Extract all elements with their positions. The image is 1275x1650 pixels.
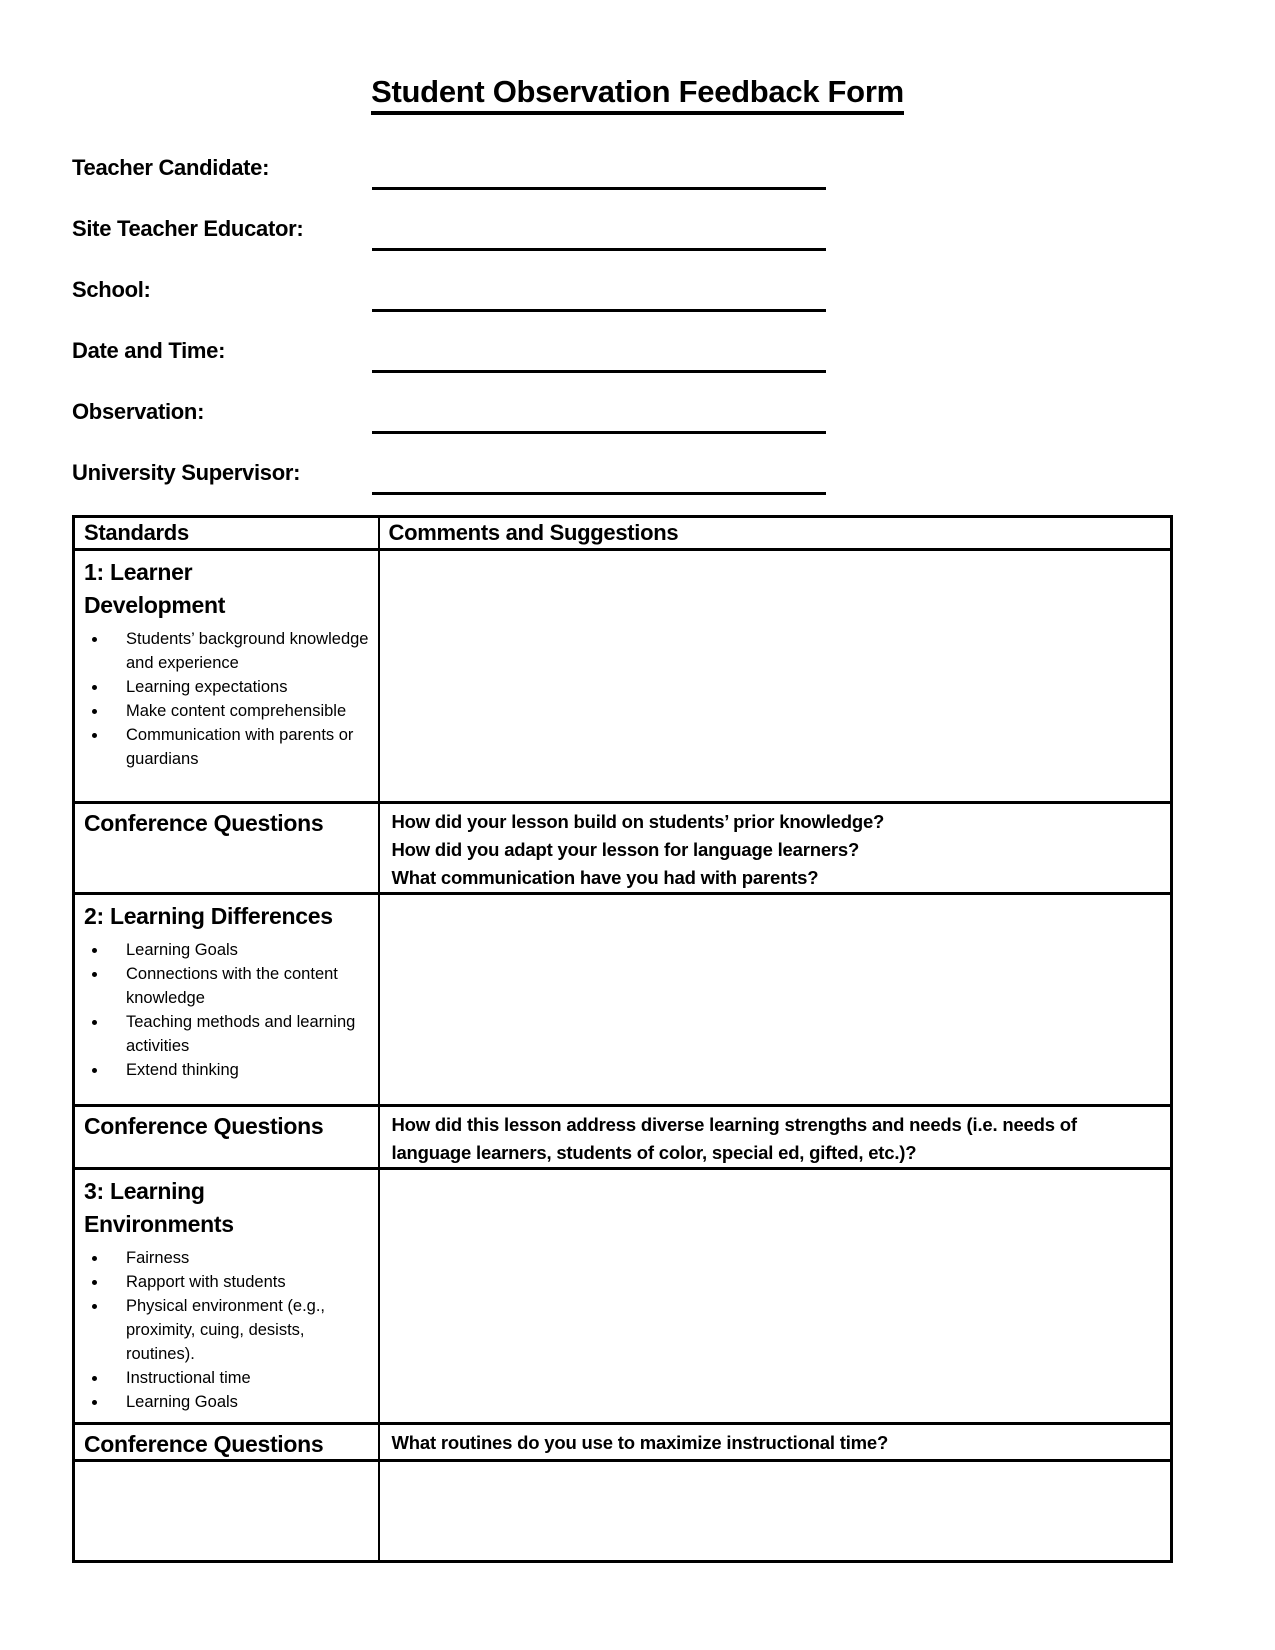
standard-bullets-3 bbox=[84, 1246, 372, 1414]
bullet-item: • Fairness bbox=[108, 1246, 372, 1270]
conference-question: How did your lesson build on students’ prior knowledge? bbox=[391, 811, 885, 832]
bullet-item: • Make content comprehensible bbox=[108, 699, 372, 723]
observation-label: Observation: bbox=[72, 399, 205, 424]
standard-bullets-2 bbox=[84, 938, 372, 1082]
conference-questions-label: Conference Questions bbox=[84, 810, 324, 836]
conference-questions-label: Conference Questions bbox=[84, 1431, 324, 1457]
conference-questions-label: Conference Questions bbox=[84, 1113, 324, 1139]
conference-question: What routines do you use to maximize instructional time? bbox=[391, 1432, 889, 1453]
form-fields bbox=[72, 147, 1275, 486]
standard-heading-2: 2: Learning Differences bbox=[84, 903, 333, 929]
table-row-empty bbox=[74, 1461, 1172, 1562]
comments-cell-2[interactable] bbox=[379, 894, 1172, 1106]
standard-heading-1: 1: Learner Development bbox=[84, 559, 226, 618]
conference-questions-cell-2 bbox=[74, 1106, 379, 1169]
date-and-time-input[interactable] bbox=[372, 343, 826, 373]
standard-heading-3: 3: Learning Environments bbox=[84, 1178, 234, 1237]
table-row-conference-2 bbox=[74, 1106, 1172, 1169]
bullet-item: • Communication with parents or guardians bbox=[108, 723, 372, 771]
university-supervisor-input[interactable] bbox=[372, 465, 826, 495]
standard-cell-2 bbox=[74, 894, 379, 1106]
field-row-school bbox=[72, 269, 1275, 303]
table-row-standard-1 bbox=[74, 550, 1172, 803]
table-row-conference-1 bbox=[74, 803, 1172, 894]
field-row-site-teacher-educator bbox=[72, 208, 1275, 242]
bullet-item: • Connections with the content knowledge bbox=[108, 962, 372, 1010]
observation-input[interactable] bbox=[372, 404, 826, 434]
comments-cell-empty[interactable] bbox=[379, 1461, 1172, 1562]
teacher-candidate-input[interactable] bbox=[372, 160, 826, 190]
conference-questions-list-1 bbox=[379, 803, 1172, 894]
date-and-time-label: Date and Time: bbox=[72, 338, 226, 363]
conference-question: How did you adapt your lesson for language learners? bbox=[391, 839, 860, 860]
standard-cell-1 bbox=[74, 550, 379, 803]
teacher-candidate-label: Teacher Candidate: bbox=[72, 155, 270, 180]
bullet-item: • Physical environment (e.g., proximity, cuing, desists, routines). bbox=[108, 1294, 372, 1366]
table-row-conference-3 bbox=[74, 1424, 1172, 1461]
conference-questions-list-3 bbox=[379, 1424, 1172, 1461]
conference-questions-cell-3 bbox=[74, 1424, 379, 1461]
comments-cell-1[interactable] bbox=[379, 550, 1172, 803]
table-row-standard-2 bbox=[74, 894, 1172, 1106]
school-label: School: bbox=[72, 277, 151, 302]
bullet-item: • Learning Goals bbox=[108, 938, 372, 962]
conference-question: What communication have you had with parents? bbox=[391, 867, 819, 888]
bullet-item: • Teaching methods and learning activities bbox=[108, 1010, 372, 1058]
bullet-item: • Extend thinking bbox=[108, 1058, 372, 1082]
page-title: Student Observation Feedback Form bbox=[371, 74, 904, 115]
university-supervisor-label: University Supervisor: bbox=[72, 460, 301, 485]
column-header-comments: Comments and Suggestions bbox=[379, 517, 1172, 550]
site-teacher-educator-input[interactable] bbox=[372, 221, 826, 251]
table-header-row bbox=[74, 517, 1172, 550]
bullet-item: • Learning expectations bbox=[108, 675, 372, 699]
standard-cell-3 bbox=[74, 1169, 379, 1424]
field-row-observation bbox=[72, 391, 1275, 425]
field-row-university-supervisor bbox=[72, 452, 1275, 486]
school-input[interactable] bbox=[372, 282, 826, 312]
column-header-standards: Standards bbox=[74, 517, 379, 550]
bullet-item: • Students’ background knowledge and experience bbox=[108, 627, 372, 675]
field-row-date-and-time bbox=[72, 330, 1275, 364]
table-row-standard-3 bbox=[74, 1169, 1172, 1424]
standards-table bbox=[72, 515, 1173, 1563]
conference-question: How did this lesson address diverse learning strengths and needs (i.e. needs of language learners, students of color, special ed, gifted, etc.)? bbox=[391, 1114, 1077, 1163]
bullet-item: • Learning Goals bbox=[108, 1390, 372, 1414]
field-row-teacher-candidate bbox=[72, 147, 1275, 181]
bullet-item: • Rapport with students bbox=[108, 1270, 372, 1294]
title-container bbox=[0, 0, 1275, 115]
conference-questions-list-2 bbox=[379, 1106, 1172, 1169]
standard-cell-empty[interactable] bbox=[74, 1461, 379, 1562]
bullet-item: • Instructional time bbox=[108, 1366, 372, 1390]
standard-bullets-1 bbox=[84, 627, 372, 771]
conference-questions-cell-1 bbox=[74, 803, 379, 894]
site-teacher-educator-label: Site Teacher Educator: bbox=[72, 216, 304, 241]
comments-cell-3[interactable] bbox=[379, 1169, 1172, 1424]
